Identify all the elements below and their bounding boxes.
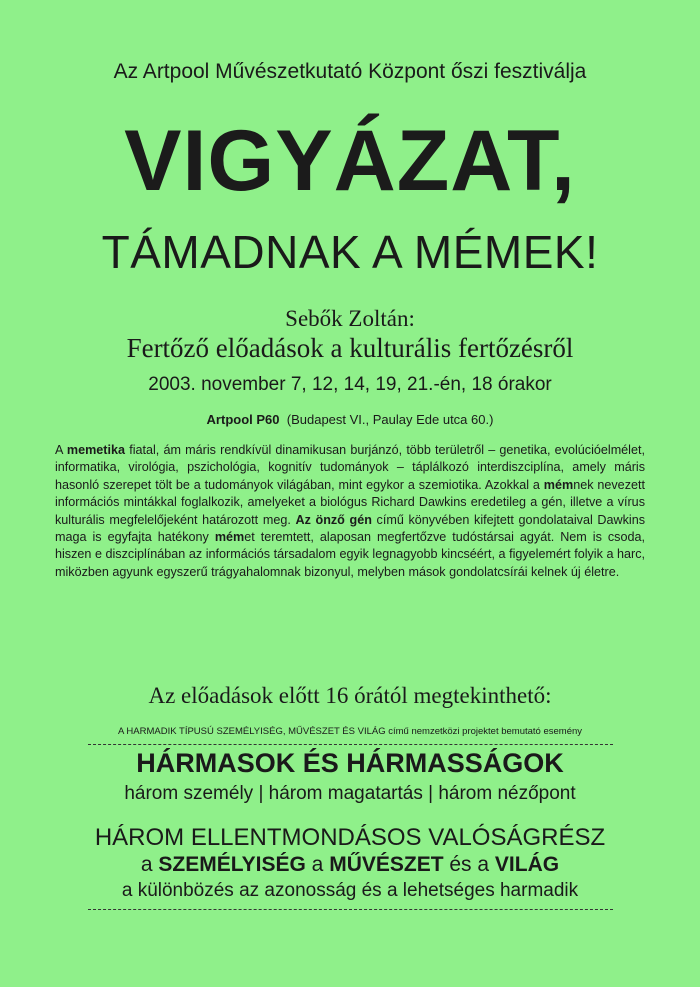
lecture-dates: 2003. november 7, 12, 14, 19, 21.-én, 18 órakor [148, 374, 552, 395]
body-emphasis: Az önző gén [295, 512, 372, 527]
body-emphasis: mém [543, 477, 574, 492]
mixed-text: a [140, 853, 159, 876]
venue-name: Artpool P60 [206, 412, 280, 427]
mixed-bold: SZEMÉLYISÉG [158, 853, 306, 876]
exhibition-subline: három személy | három magatartás | három nézőpont [124, 783, 576, 804]
speaker-name: Sebők Zoltán: [285, 306, 415, 331]
lecture-title: Fertőző előadások a kulturális fertőzésről [126, 333, 574, 363]
mixed-bold: VILÁG [494, 853, 560, 876]
body-emphasis: memetika [66, 443, 126, 457]
body-text-segment: A [55, 443, 67, 457]
exhibition-caps-line: HÁROM ELLENTMONDÁSOS VALÓSÁGRÉSZ [94, 824, 606, 851]
body-emphasis: mém [214, 530, 245, 545]
venue-address: (Budapest VI., Paulay Ede utca 60.) [286, 412, 494, 427]
body-text-segment: fiatal, ám máris rendkívül dinamikusan burjánzó, több területről – genetika, evolúcióelmélet, informatika, virológia, pszichológia, kognitív tudományok – táplálkozó interdiszciplína, amely máris hasonló szerepet tölt be a tudományok világában, mint egykor a szemiotika. Azokkal a [55, 443, 645, 492]
body-text-segment: nek nevezett információs mintákkal foglalkozik, amelyeket a biológus Richard Dawkins eredetileg a gén, illetve a vírus kulturális megfelelőjeként határozott meg. [55, 477, 645, 527]
divider-bottom [88, 909, 613, 910]
body-text-segment: et teremtett, alaposan megfertőzve tudóstársai agyát. Nem is csoda, hiszen e diszciplínában az információs társadalom egyik legnagyobb kincséért, a figyelemért folyik a harc, miközben agyunk egyszerű trágyahalomnak bizonyul, melyben mások gondolatcsírái kelnek új életre. [55, 530, 645, 579]
body-text-segment: című könyvében kifejtett gondolataival Dawkins maga is egyfajta hatékony [55, 512, 646, 545]
mixed-text: a [305, 853, 330, 876]
divider-top [88, 744, 613, 745]
body-paragraph [55, 442, 645, 581]
main-title-line2: TÁMADNAK A MÉMEK! [101, 226, 599, 278]
main-title-line1: VIGYÁZAT, [124, 113, 576, 209]
exhibition-mixed-line [0, 853, 700, 877]
mixed-text: és a [443, 853, 495, 876]
venue [0, 412, 700, 427]
mixed-bold: MŰVÉSZET [329, 853, 444, 876]
exhibition-headline: HÁRMASOK ÉS HÁRMASSÁGOK [136, 748, 564, 778]
exhibition-prelude: Az előadások előtt 16 órától megtekinthető: [148, 683, 552, 708]
exhibition-intro: A HARMADIK TÍPUSÚ SZEMÉLYISÉG, MŰVÉSZET ÉS VILÁG című nemzetközi projektet bemutató esemény [117, 726, 583, 737]
exhibition-last-line: a különbözés az azonosság és a lehetséges harmadik [121, 880, 579, 901]
festival-subtitle: Az Artpool Művészetkutató Központ őszi fesztiválja [113, 60, 587, 83]
